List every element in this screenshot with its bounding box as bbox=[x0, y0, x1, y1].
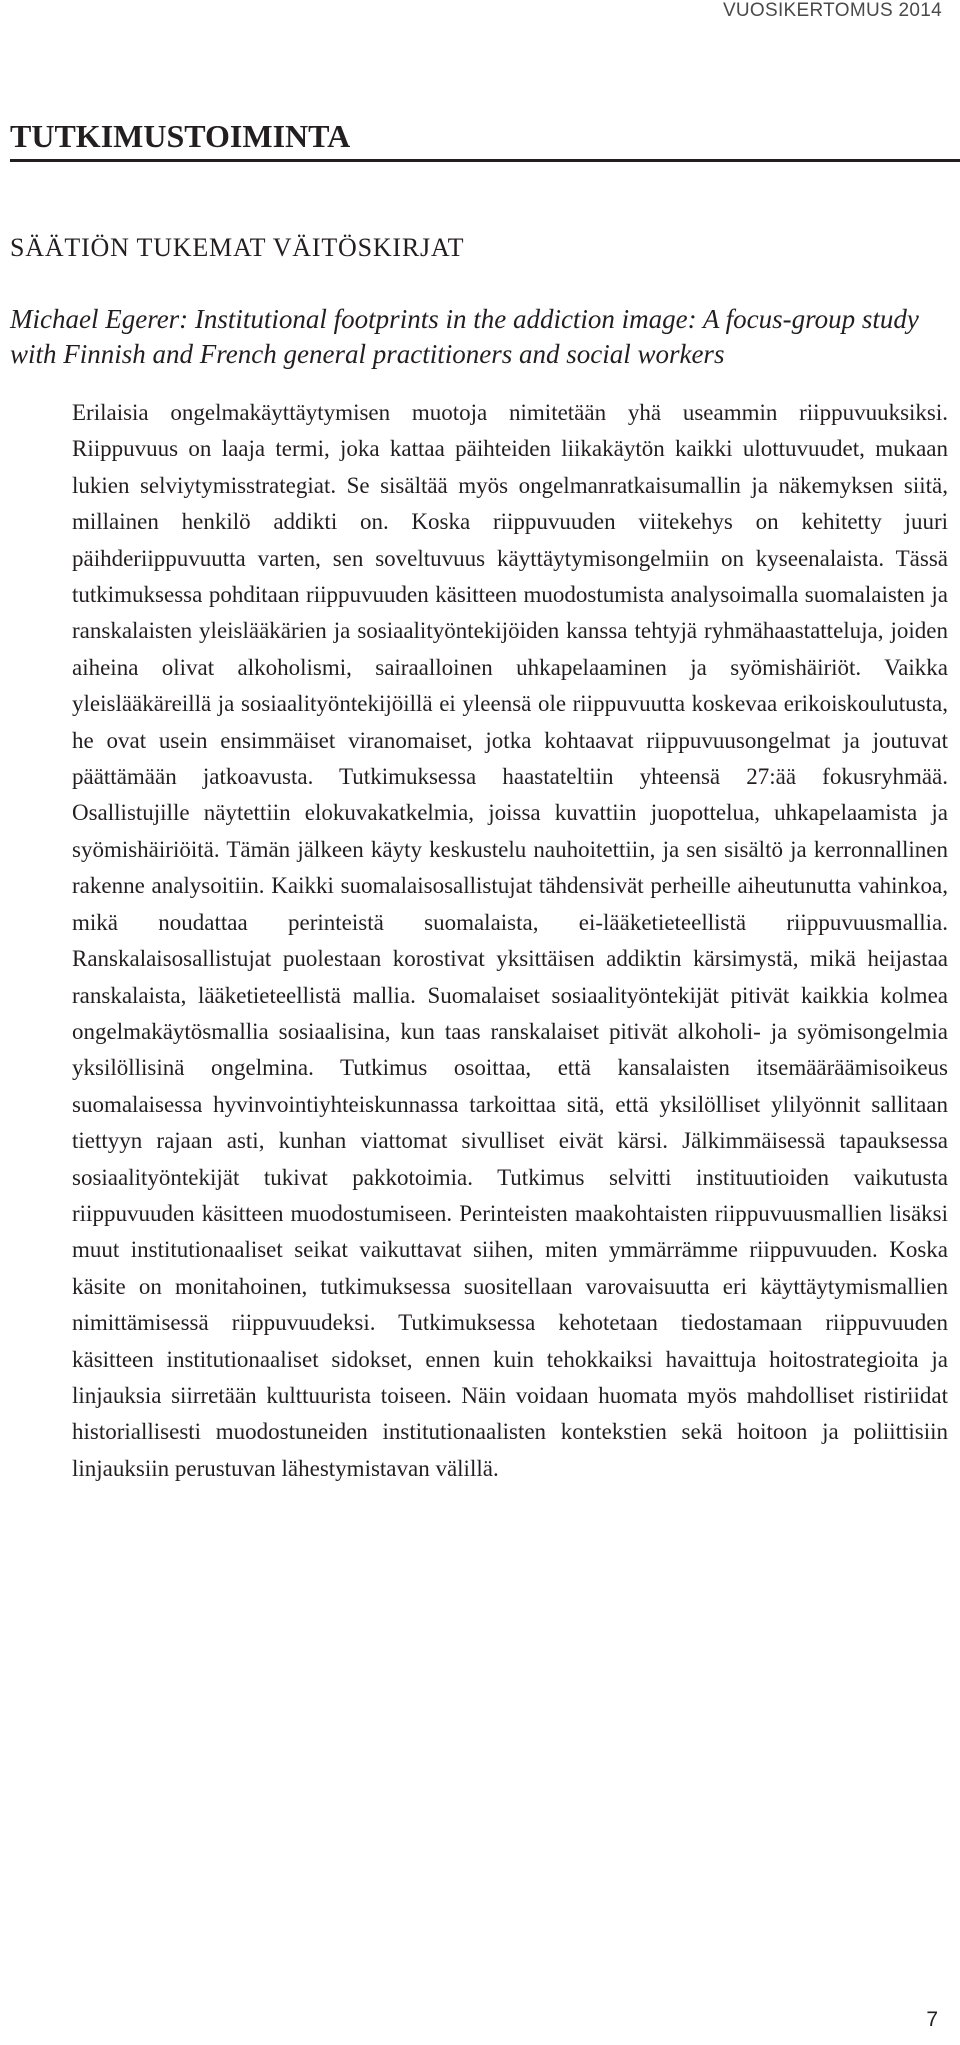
subsection-title: SÄÄTIÖN TUKEMAT VÄITÖSKIRJAT bbox=[10, 233, 465, 262]
thesis-abstract: Erilaisia ongelmakäyttäytymisen muotoja nimitetään yhä useammin riippuvuuksiksi. Riippuvuus on laaja termi, joka kattaa päihteiden liikakäytön kaikki ulottuvuudet, mukaan lukien selviytymisstrategiat. Se sisältää myös ongelmanratkaisumallin ja näkemyksen siitä, millainen henkilö addikti on. Koska riippuvuuden viitekehys on kehitetty juuri päihderiippuvuutta varten, sen soveltuvuus käyttäytymisongelmiin on kyseenalaista. Tässä tutkimuksessa pohditaan riippuvuuden käsitteen muodostumista analysoimalla suomalaisten ja ranskalaisten yleislääkärien ja sosiaalityöntekijöiden kanssa tehtyjä ryhmähaastatteluja, joiden aiheina olivat alkoholismi, sairaalloinen uhkapelaaminen ja syömishäiriöt. Vaikka yleislääkäreillä ja sosiaalityöntekijöillä ei yleensä ole riippuvuutta koskevaa erikoiskoulutusta, he ovat usein ensimmäiset viranomaiset, jotka kohtaavat riippuvuusongelmat ja joutuvat päättämään jatkoavusta. Tutkimuksessa haastateltiin yhteensä 27:ää fokusryhmää. Osallistujille näytettiin elokuvakatkelmia, joissa kuvattiin juopottelua, uhkapelaamista ja syömishäiriöitä. Tämän jälkeen käyty keskustelu nauhoitettiin, ja sen sisältö ja kerronnallinen rakenne analysoitiin. Kaikki suomalaisosallistujat tähdensivät perheille aiheutunutta vahinkoa, mikä noudattaa perinteistä suomalaista, ei-lääketieteellistä riippuvuusmallia. Ranskalaisosallistujat puolestaan korostivat yksittäisen addiktin kärsimystä, mikä heijastaa ranskalaista, lääketieteellistä mallia. Suomalaiset sosiaalityöntekijät pitivät kaikkia kolmea ongelmakäytösmallia sosiaalisina, kun taas ranskalaiset pitivät alkoholi- ja syömisongelmia yksilöllisinä ongelmina. Tutkimus osoittaa, että kansalaisten itsemääräämisoikeus suomalaisessa hyvinvointiyhteiskunnassa tarkoittaa sitä, että yksilölliset ylilyönnit sallitaan tiettyyn rajaan asti, kunhan viattomat sivulliset eivät kärsi. Jälkimmäisessä tapauksessa sosiaalityöntekijät tukivat pakkotoimia. Tutkimus selvitti instituutioiden vaikutusta riippuvuuden käsitteen muodostumiseen. Perinteisten maakohtaisten riippuvuusmallien lisäksi muut institutionaaliset seikat vaikuttavat siihen, miten ymmärrämme riippuvuuden. Koska käsite on monitahoinen, tutkimuksessa suositellaan varovaisuutta eri käyttäytymismallien nimittämisessä riippuvuudeksi. Tutkimuksessa kehotetaan tiedostamaan riippuvuuden käsitteen institutionaaliset sidokset, ennen kuin tehokkaiksi havaittuja hoitostrategioita ja linjauksia siirretään kulttuurista toiseen. Näin voidaan huomata myös mahdolliset ristiriidat historiallisesti muodostuneiden institutionaalisten kontekstien sekä hoitoon ja poliittisiin linjauksiin perustuvan lähestymistavan välillä. bbox=[72, 400, 948, 1481]
thesis-title: Michael Egerer: Institutional footprints in the addiction image: A focus-group study with Finnish and French general practitioners and social workers bbox=[10, 304, 919, 369]
running-header: VUOSIKERTOMUS 2014 bbox=[722, 0, 942, 21]
section-title: TUTKIMUSTOIMINTA bbox=[10, 118, 960, 162]
page-number: 7 bbox=[926, 2008, 938, 2031]
